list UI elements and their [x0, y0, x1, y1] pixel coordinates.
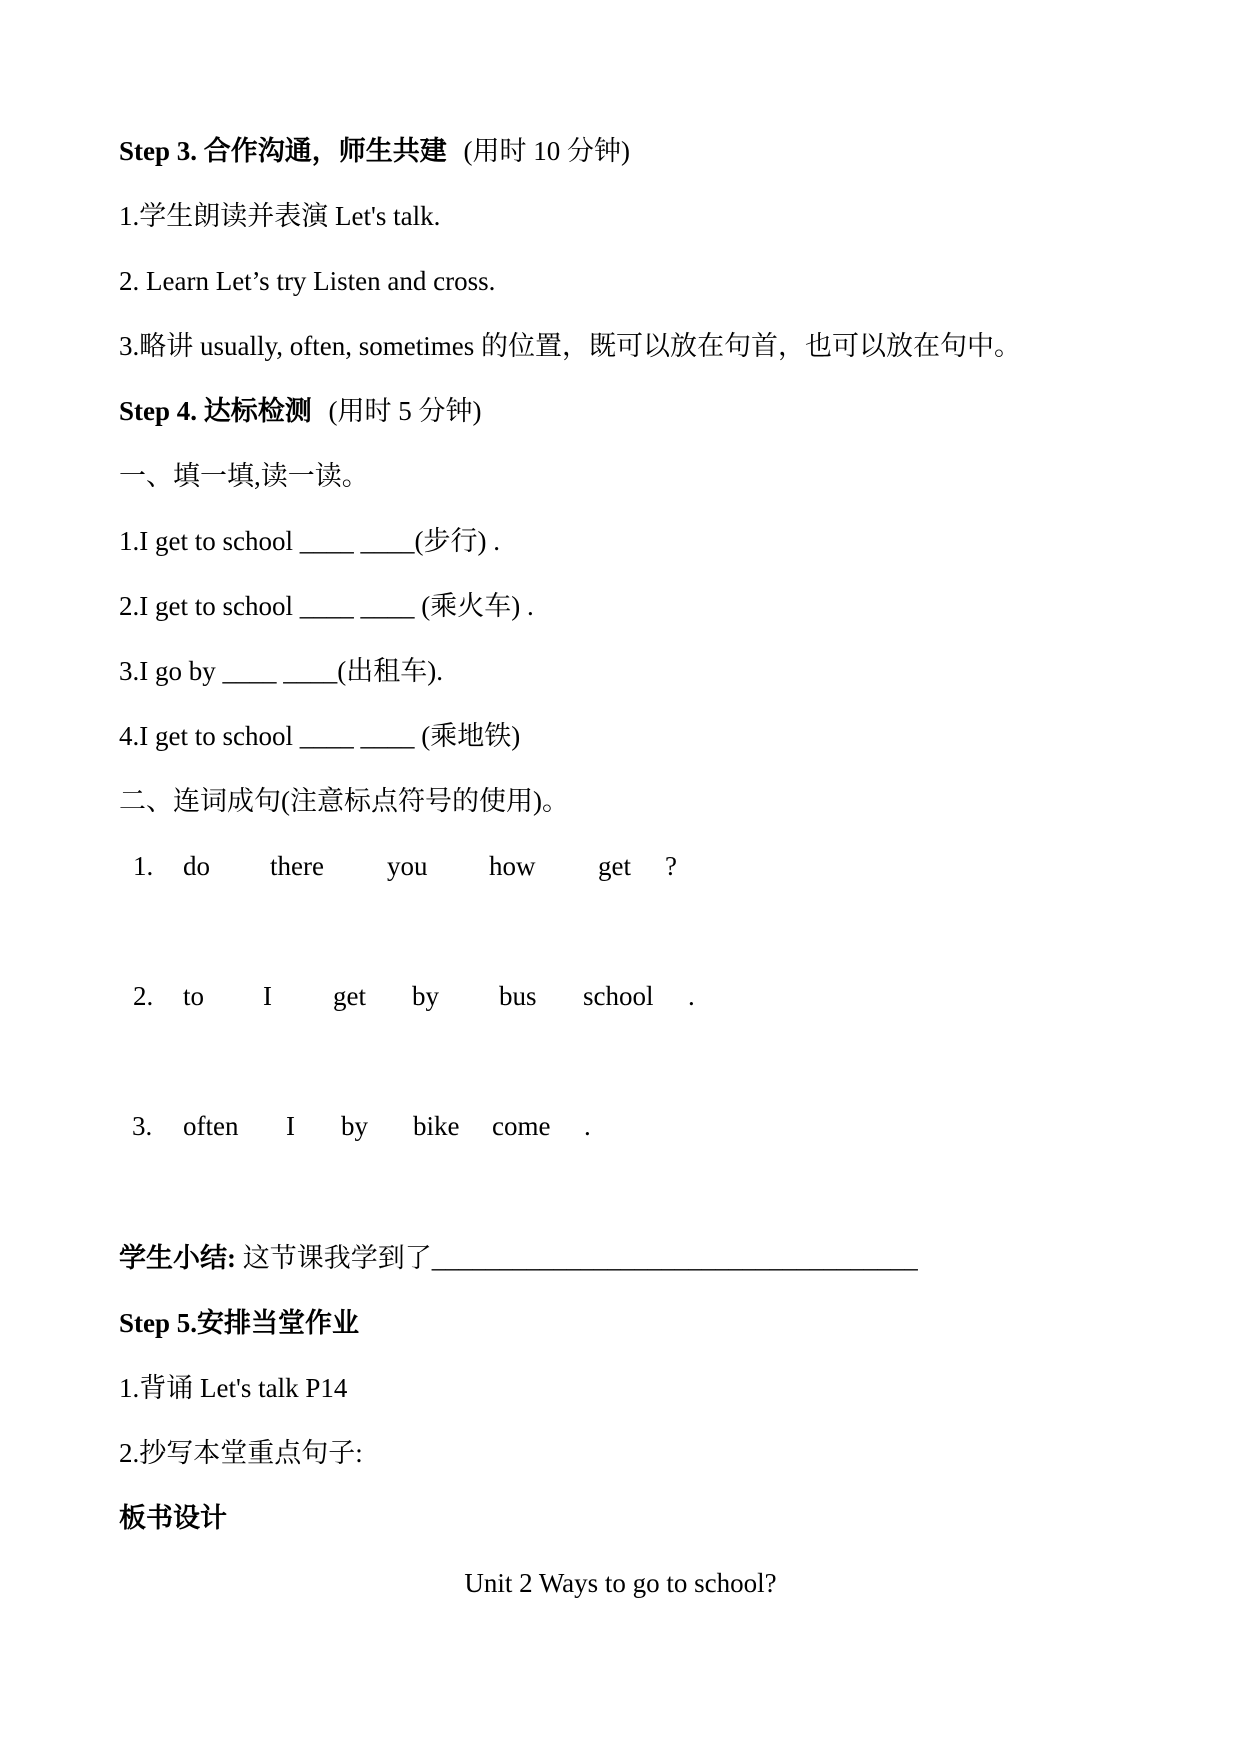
fill-item-4: 4.I get to school ____ ____ (乘地铁) [119, 721, 521, 751]
step3-item-3: 3.略讲 usually, often, sometimes 的位置，既可以放在句首，也可以放在句中。 [119, 331, 1021, 361]
sentence-word: how [489, 851, 536, 881]
step5-heading: Step 5.安排当堂作业 [119, 1308, 360, 1338]
fill-item-3: 3.I go by ____ ____(出租车). [119, 656, 443, 686]
sentence-word: there [270, 851, 324, 881]
step3-item-2: 2. Learn Let’s try Listen and cross. [119, 266, 496, 296]
step5-item-1: 1.背诵 Let's talk P14 [119, 1373, 348, 1403]
sentence-word: I [286, 1111, 295, 1141]
part1-title: 一、填一填,读一读。 [119, 461, 369, 491]
step4-heading-text: Step 4. 达标检测 [119, 396, 312, 426]
step4-heading [119, 394, 482, 428]
sentence-number: 3. [132, 1111, 153, 1141]
sentence-word: I [263, 981, 272, 1011]
board-title: Unit 2 Ways to go to school? [464, 1568, 777, 1598]
step3-heading [119, 134, 630, 168]
fill-item-1: 1.I get to school ____ ____(步行) . [119, 526, 500, 556]
sentence-word: get [333, 981, 366, 1011]
step4-time: (用时 5 分钟) [328, 396, 482, 426]
sentence-word: often [183, 1111, 239, 1141]
sentence-word: come [492, 1111, 551, 1141]
sentence-word: to [183, 981, 205, 1011]
sentence-punct: . [584, 1111, 591, 1141]
step3-item-1: 1.学生朗读并表演 Let's talk. [119, 201, 441, 231]
sentence-word: bike [413, 1111, 460, 1141]
summary-label: 学生小结: [119, 1243, 236, 1273]
summary-text: 这节课我学到了____________________________________ [236, 1243, 918, 1273]
sentence-word: school [583, 981, 654, 1011]
sentence-word: you [387, 851, 428, 881]
sentence-word: bus [499, 981, 537, 1011]
sentence-number: 1. [133, 851, 154, 881]
sentence-punct: . [688, 981, 695, 1011]
step5-item-2: 2.抄写本堂重点句子: [119, 1438, 363, 1468]
step3-heading-text: Step 3. 合作沟通，师生共建 [119, 136, 447, 166]
sentence-number: 2. [133, 981, 154, 1011]
student-summary [119, 1241, 918, 1275]
step3-time: (用时 10 分钟) [463, 136, 630, 166]
sentence-word: get [598, 851, 631, 881]
sentence-punct: ? [665, 851, 677, 881]
sentence-word: by [412, 981, 439, 1011]
board-heading: 板书设计 [119, 1503, 227, 1533]
fill-item-2: 2.I get to school ____ ____ (乘火车) . [119, 591, 534, 621]
sentence-word: do [183, 851, 210, 881]
sentence-word: by [341, 1111, 368, 1141]
part2-title: 二、连词成句(注意标点符号的使用)。 [119, 786, 569, 816]
